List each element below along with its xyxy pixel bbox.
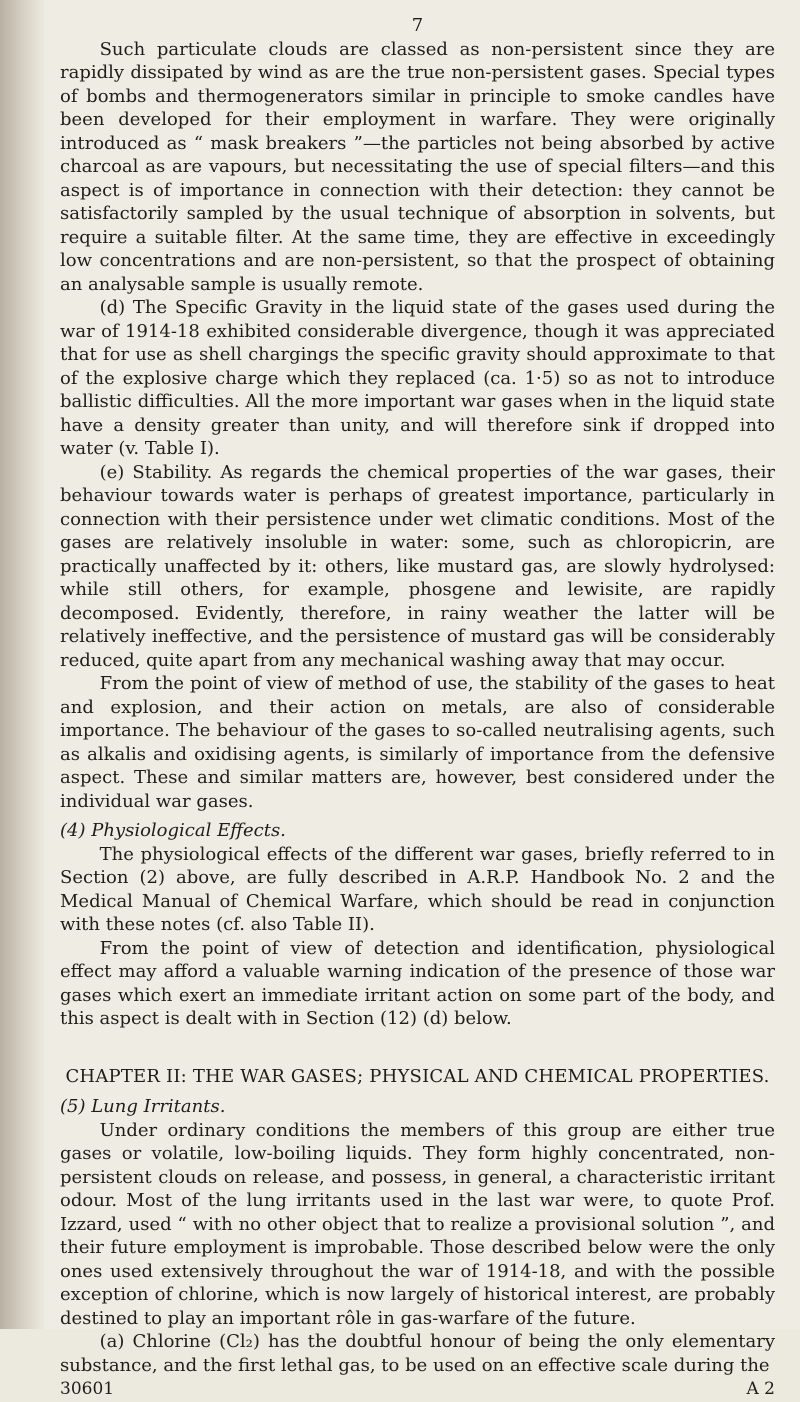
paragraph-specific-gravity: (d) The Specific Gravity in the liquid state of the gases used during the war of 1914-18 exhibited considerable divergence, though it was appreciated that for use as shell chargings the specific gravity should approximate to that of the explosive charge which they replaced (ca. 1·5) so as not to introduce ballistic difficulties. All the more important war gases when in the liquid state have a density greater than unity, and will therefore sink if dropped into water (v. Table I). [60, 297, 775, 459]
footer-left: 30601 [60, 1379, 115, 1399]
page-edge [0, 0, 44, 1329]
paragraph-lung-irritants: Under ordinary conditions the members of this group are either true gases or volatile, low-boiling liquids. They form highly concentrated, non-persistent clouds on release, and possess, in general, a characteristic irritant odour. Most of the lung irritants used in the last war were, to quote Prof. Izzard, used “ with no other object that to realize a provisional solution ”, and their future employment is improbable. Those described below were the only ones used extensively throughout the war of 1914-18, and with the possible exception of chlorine, which is now largely of historical interest, are probably destined to play an important rôle in gas-warfare of the future. [60, 1119, 775, 1329]
page-footer [60, 1378, 775, 1402]
footer-right: A 2 [746, 1379, 775, 1399]
page-content [60, 14, 775, 1402]
paragraph-particulate-clouds: Such particulate clouds are classed as non-persistent since they are rapidly dissipated by wind as are the true non-persistent gases. Special types of bombs and thermogenerators similar in principle to smoke candles have been developed for their employment in warfare. They were originally introduced as “ mask breakers ”—the particles not being absorbed by active charcoal as are vapours, but necessitating the use of special filters—and this aspect is of importance in connection with their detection: they cannot be satisfactorily sampled by the usual technique of absorption in solvents, but require a suitable filter. At the same time, they are effective in exceedingly low concentrations and are non-persistent, so that the prospect of obtaining an analysable sample is usually remote. [60, 38, 775, 295]
paragraph-detection-identification: From the point of view of detection and identification, physiological effect may afford a valuable warning indication of the presence of those war gases which exert an immediate irritant action on some part of the body, and this aspect is dealt with in Section (12) (d) below. [60, 937, 775, 1029]
paragraph-physiological-effects: The physiological effects of the different war gases, briefly referred to in Section (2) above, are fully described in A.R.P. Handbook No. 2 and the Medical Manual of Chemical Warfare, which should be read in conjunction with these notes (cf. also Table II). [60, 843, 775, 935]
chapter-title: CHAPTER II: THE WAR GASES; PHYSICAL AND CHEMICAL PROPERTIES. [65, 1065, 770, 1087]
paragraph-method-of-use: From the point of view of method of use, the stability of the gases to heat and explosion, and their action on metals, are also of considerable importance. The behaviour of the gases to so-called neutralising agents, such as alkalis and oxidising agents, is similarly of importance from the defensive aspect. These and similar matters are, however, best considered under the individual war gases. [60, 673, 775, 812]
paragraph-chlorine: (a) Chlorine (Cl₂) has the doubtful honour of being the only elementary substance, and the first lethal gas, to be used on an effective scale during the [60, 1331, 775, 1376]
paragraph-stability: (e) Stability. As regards the chemical properties of the war gases, their behaviour towards water is perhaps of greatest importance, particularly in connection with their persistence under wet climatic conditions. Most of the gases are relatively insoluble in water: some, such as chloropicrin, are practically unaffected by it: others, like mustard gas, are slowly hydrolysed: while still others, for example, phosgene and lewisite, are rapidly decomposed. Evidently, therefore, in rainy weather the latter will be relatively ineffective, and the persistence of mustard gas will be considerably reduced, quite apart from any mechanical washing away that may occur. [60, 461, 775, 671]
section-heading-physiological-effects: (4) Physiological Effects. [60, 820, 286, 841]
section-heading-lung-irritants: (5) Lung Irritants. [60, 1096, 226, 1117]
page-number: 7 [411, 15, 424, 36]
document-page [44, 0, 800, 1399]
